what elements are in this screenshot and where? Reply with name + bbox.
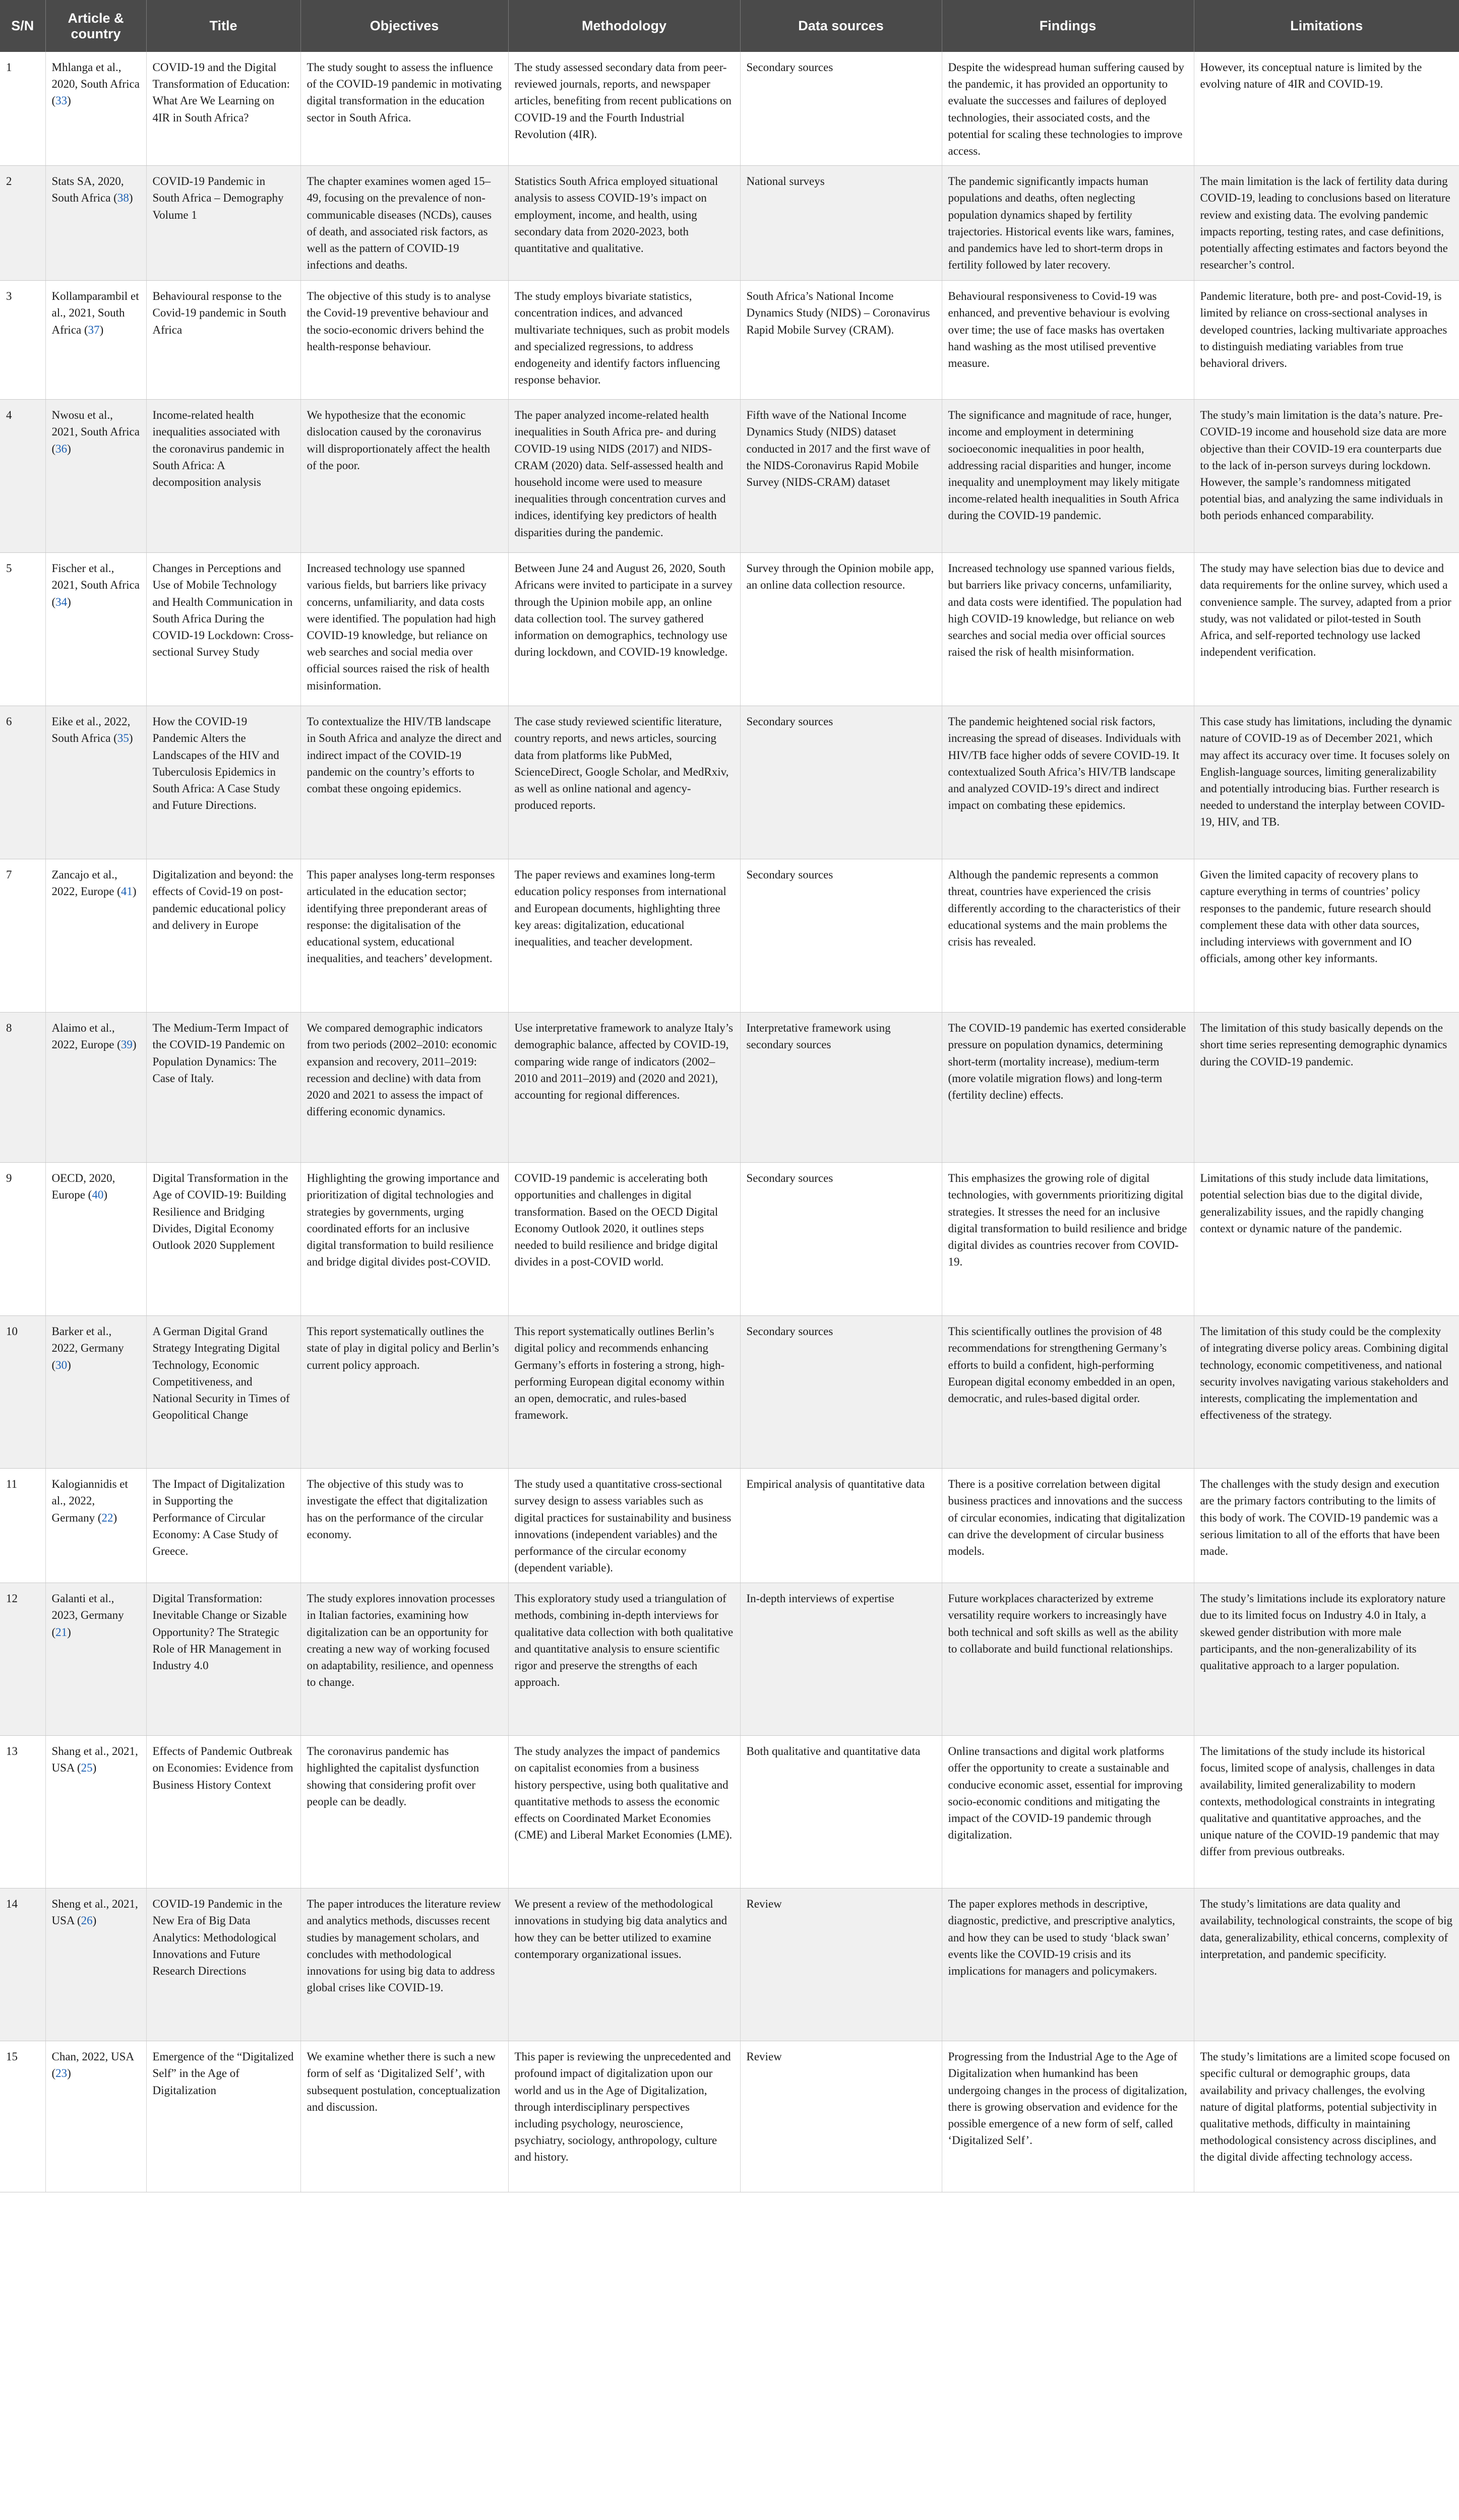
cell-objectives: Increased technology use spanned various fields, but barriers like privacy concerns, unfamiliarity, and data costs were identified. The population had high COVID-19 knowledge, but reliance on web searches and social media over official sources raised the risk of health misinformation. xyxy=(300,553,508,706)
article-author: OECD, 2020, Europe ( xyxy=(51,1172,115,1202)
reference-link[interactable]: 40 xyxy=(92,1188,104,1202)
table-row xyxy=(0,1469,1459,1583)
cell-findings: The pandemic significantly impacts human populations and deaths, often neglecting population dynamics shaped by fertility trajectories. Historical events like wars, famines, and pandemics have led to short-term drops in fertility followed by later recovery. xyxy=(942,166,1194,281)
cell-article-country xyxy=(45,281,146,400)
cell-article-country xyxy=(45,1163,146,1316)
cell-sn: 13 xyxy=(0,1736,45,1888)
reference-link[interactable]: 33 xyxy=(55,94,68,107)
cell-objectives: We compared demographic indicators from two periods (2002–2010: economic expansion and recovery, 2011–2019: recession and decline) with data from 2020 and 2021 to assess the impact of differing economic dynamics. xyxy=(300,1013,508,1163)
cell-title: COVID-19 and the Digital Transformation of Education: What Are We Learning on 4IR in South Africa? xyxy=(146,52,300,166)
cell-title: Emergence of the “Digitalized Self” in the Age of Digitalization xyxy=(146,2041,300,2192)
cell-methodology: Use interpretative framework to analyze Italy’s demographic balance, affected by COVID-19, comparing wide range of indicators (2002–2010 and 2011–2019) and (2020 and 2021), accounting for regional differences. xyxy=(508,1013,740,1163)
cell-title: Income-related health inequalities associated with the coronavirus pandemic in South Africa: A decomposition analysis xyxy=(146,400,300,553)
cell-title: How the COVID-19 Pandemic Alters the Landscapes of the HIV and Tuberculosis Epidemics in South Africa: A Case Study and Future Directions. xyxy=(146,706,300,859)
reference-link[interactable]: 39 xyxy=(120,1038,133,1051)
reference-link[interactable]: 25 xyxy=(81,1761,93,1775)
cell-findings: Progressing from the Industrial Age to the Age of Digitalization when humankind has been undergoing changes in the process of digitalization, there is growing observation and evidence for the possible emergence of a new form of self, called ‘Digitalized Self’. xyxy=(942,2041,1194,2192)
article-author: Shang et al., 2021, USA ( xyxy=(51,1745,138,1775)
cell-limitations: However, its conceptual nature is limited by the evolving nature of 4IR and COVID-19. xyxy=(1194,52,1459,166)
cell-objectives: The objective of this study is to analyse the Covid-19 preventive behaviour and the socio-economic drivers behind the health-response behaviour. xyxy=(300,281,508,400)
cell-findings: Future workplaces characterized by extreme versatility require workers to increasingly have both technical and soft skills as well as the ability to collaborate and build functional relationships. xyxy=(942,1583,1194,1736)
cell-methodology: Statistics South Africa employed situational analysis to assess COVID-19’s impact on employment, income, and health, using secondary data from 2020-2023, both quantitative and qualitative. xyxy=(508,166,740,281)
reference-close-paren: ) xyxy=(103,1188,107,1202)
cell-sn: 15 xyxy=(0,2041,45,2192)
cell-article-country xyxy=(45,859,146,1013)
cell-data-sources: Review xyxy=(740,2041,942,2192)
article-author: Kalogiannidis et al., 2022, Germany ( xyxy=(51,1478,128,1524)
reference-close-paren: ) xyxy=(92,1761,97,1775)
reference-link[interactable]: 26 xyxy=(81,1914,93,1927)
cell-objectives: To contextualize the HIV/TB landscape in South Africa and analyze the direct and indirect impact of the COVID-19 pandemic on the country’s efforts to combat these ongoing epidemics. xyxy=(300,706,508,859)
cell-methodology: This exploratory study used a triangulation of methods, combining in-depth interviews for qualitative data collection with both qualitative and quantitative analysis to ensure scientific rigor and preserve the strengths of each approach. xyxy=(508,1583,740,1736)
cell-objectives: Highlighting the growing importance and prioritization of digital technologies and strategies by governments, urging coordinated efforts for an inclusive digital transformation to build resilience and bridge digital divides post-COVID. xyxy=(300,1163,508,1316)
cell-data-sources: Review xyxy=(740,1888,942,2041)
article-author: Eike et al., 2022, South Africa ( xyxy=(51,715,131,745)
cell-data-sources: Secondary sources xyxy=(740,1163,942,1316)
reference-close-paren: ) xyxy=(67,94,71,107)
cell-article-country xyxy=(45,2041,146,2192)
cell-methodology: Between June 24 and August 26, 2020, South Africans were invited to participate in a survey through the Upinion mobile app, an online data collection tool. The survey gathered information on demographics, technology use during lockdown, and COVID-19 knowledge. xyxy=(508,553,740,706)
cell-objectives: The paper introduces the literature review and analytics methods, discusses recent studies by management scholars, and concludes with methodological innovations for using big data to address global crises like COVID-19. xyxy=(300,1888,508,2041)
cell-data-sources: Fifth wave of the National Income Dynamics Study (NIDS) dataset conducted in 2017 and the first wave of the NIDS-Coronavirus Rapid Mobile Survey (NIDS-CRAM) dataset xyxy=(740,400,942,553)
cell-objectives: The chapter examines women aged 15–49, focusing on the prevalence of non-communicable diseases (NCDs), causes of death, and associated risk factors, as well as the pattern of COVID-19 infections and deaths. xyxy=(300,166,508,281)
cell-limitations: The study may have selection bias due to device and data requirements for the online survey, which used a convenience sample. The survey, adapted from a prior study, was not validated or pilot-tested in South Africa, and self-reported technology use lacked independent verification. xyxy=(1194,553,1459,706)
header-methodology: Methodology xyxy=(508,0,740,52)
cell-sn: 9 xyxy=(0,1163,45,1316)
cell-article-country xyxy=(45,1583,146,1736)
cell-objectives: We examine whether there is such a new form of self as ‘Digitalized Self’, with subsequent postulation, conceptualization and discussion. xyxy=(300,2041,508,2192)
cell-title: COVID-19 Pandemic in South Africa – Demography Volume 1 xyxy=(146,166,300,281)
reference-close-paren: ) xyxy=(113,1511,117,1524)
reference-link[interactable]: 23 xyxy=(55,2067,68,2080)
table-row xyxy=(0,2041,1459,2192)
table-row xyxy=(0,1888,1459,2041)
cell-article-country xyxy=(45,706,146,859)
article-author: Zancajo et al., 2022, Europe ( xyxy=(51,868,121,898)
header-article-country: Article & country xyxy=(45,0,146,52)
table-row xyxy=(0,400,1459,553)
cell-limitations: The limitations of the study include its historical focus, limited scope of analysis, challenges in data availability, limited generalizability to modern contexts, methodological constraints in integrating qualitative and quantitative approaches, and the unique nature of the COVID-19 pandemic that may differ from previous outbreaks. xyxy=(1194,1736,1459,1888)
cell-methodology: The paper analyzed income-related health inequalities in South Africa pre- and during COVID-19 using NIDS (2017) and NIDS-CRAM (2020) data. Self-assessed health and household income were used to measure inequalities through concentration curves and indices, identifying key predictors of health disparities during the pandemic. xyxy=(508,400,740,553)
cell-objectives: The objective of this study was to investigate the effect that digitalization has on the performance of the circular economy. xyxy=(300,1469,508,1583)
cell-limitations: The challenges with the study design and execution are the primary factors contributing to the limits of this body of work. The COVID-19 pandemic was a serious limitation to all of the efforts that have been made. xyxy=(1194,1469,1459,1583)
cell-objectives: We hypothesize that the economic dislocation caused by the coronavirus will disproportionately affect the health of the poor. xyxy=(300,400,508,553)
table-row xyxy=(0,1583,1459,1736)
cell-title: The Impact of Digitalization in Supporting the Performance of Circular Economy: A Case Study of Greece. xyxy=(146,1469,300,1583)
cell-limitations: Limitations of this study include data limitations, potential selection bias due to the digital divide, generalizability issues, and the rapidly changing context or dynamic nature of the pandemic. xyxy=(1194,1163,1459,1316)
cell-limitations: The limitation of this study could be the complexity of integrating diverse policy areas. Combining digital technology, economic competitiveness, and national security involves navigating various stakeholders and interests, complicating the implementation and effectiveness of the strategy. xyxy=(1194,1316,1459,1469)
cell-methodology: The study used a quantitative cross-sectional survey design to assess variables such as digital practices for sustainability and business innovations (independent variables) and the performance of the circular economy (dependent variable). xyxy=(508,1469,740,1583)
cell-findings: This emphasizes the growing role of digital technologies, with governments prioritizing digital strategies. It stresses the need for an inclusive digital transformation to build resilience and bridge digital divides as countries recover from COVID-19. xyxy=(942,1163,1194,1316)
cell-findings: The paper explores methods in descriptive, diagnostic, predictive, and prescriptive analytics, and how they can be used to study ‘black swan’ events like the COVID-19 crisis and its implications for managers and policymakers. xyxy=(942,1888,1194,2041)
cell-title: COVID-19 Pandemic in the New Era of Big Data Analytics: Methodological Innovations and Future Research Directions xyxy=(146,1888,300,2041)
cell-objectives: This paper analyses long-term responses articulated in the education sector; identifying three preponderant areas of response: the digitalisation of the educational system, educational inequalities, and teachers’ development. xyxy=(300,859,508,1013)
cell-sn: 2 xyxy=(0,166,45,281)
cell-limitations: The main limitation is the lack of fertility data during COVID-19, leading to conclusions based on literature review and existing data. The evolving pandemic impacts reporting, testing rates, and case definitions, potentially affecting estimates and factors beyond the researcher’s control. xyxy=(1194,166,1459,281)
reference-close-paren: ) xyxy=(99,323,104,336)
cell-article-country xyxy=(45,166,146,281)
reference-close-paren: ) xyxy=(132,1038,137,1051)
reference-close-paren: ) xyxy=(132,885,137,898)
article-author: Barker et al., 2022, Germany ( xyxy=(51,1325,124,1371)
article-author: Fischer et al., 2021, South Africa ( xyxy=(51,562,140,608)
reference-link[interactable]: 41 xyxy=(120,885,133,898)
table-row xyxy=(0,166,1459,281)
cell-title: Digital Transformation in the Age of COVID-19: Building Resilience and Bridging Divides, Digital Economy Outlook 2020 Supplement xyxy=(146,1163,300,1316)
cell-sn: 5 xyxy=(0,553,45,706)
reference-link[interactable]: 30 xyxy=(55,1358,68,1371)
table-row xyxy=(0,281,1459,400)
cell-article-country xyxy=(45,1736,146,1888)
table-row xyxy=(0,706,1459,859)
reference-close-paren: ) xyxy=(67,1358,71,1371)
cell-methodology: The study assessed secondary data from peer-reviewed journals, reports, and newspaper articles, benefiting from recent publications on COVID-19 and the Fourth Industrial Revolution (4IR). xyxy=(508,52,740,166)
reference-close-paren: ) xyxy=(67,595,71,608)
header-title: Title xyxy=(146,0,300,52)
cell-data-sources: Empirical analysis of quantitative data xyxy=(740,1469,942,1583)
cell-findings: Behavioural responsiveness to Covid-19 was enhanced, and preventive behaviour is evolving over time; the use of face masks has overtaken hand washing as the most utilised preventive measure. xyxy=(942,281,1194,400)
reference-link[interactable]: 22 xyxy=(101,1511,113,1524)
cell-data-sources: Survey through the Opinion mobile app, an online data collection resource. xyxy=(740,553,942,706)
table-row xyxy=(0,553,1459,706)
cell-limitations: Given the limited capacity of recovery plans to capture everything in terms of countries’ policy responses to the pandemic, future research should complement these data with other data sources, including interviews with government and IO officials, among other key informants. xyxy=(1194,859,1459,1013)
cell-findings: Online transactions and digital work platforms offer the opportunity to create a sustainable and conducive economic asset, essential for improving socio-economic conditions and mitigating the impact of the COVID-19 pandemic through digitalization. xyxy=(942,1736,1194,1888)
table-body xyxy=(0,52,1459,2192)
cell-findings: Despite the widespread human suffering caused by the pandemic, it has provided an opportunity to evaluate the successes and failures of deployed technologies, their associated costs, and the potential for scaling these technologies to improve access. xyxy=(942,52,1194,166)
cell-limitations: The study’s limitations include its exploratory nature due to its limited focus on Industry 4.0 in Italy, a skewed gender distribution with more male participants, and the non-generalizability of its qualitative approach to a larger population. xyxy=(1194,1583,1459,1736)
cell-objectives: The coronavirus pandemic has highlighted the capitalist dysfunction showing that considering profit over people can be deadly. xyxy=(300,1736,508,1888)
cell-sn: 8 xyxy=(0,1013,45,1163)
reference-close-paren: ) xyxy=(129,192,133,205)
cell-objectives: This report systematically outlines the state of play in digital policy and Berlin’s current policy approach. xyxy=(300,1316,508,1469)
table-row xyxy=(0,1316,1459,1469)
cell-data-sources: Secondary sources xyxy=(740,859,942,1013)
cell-data-sources: National surveys xyxy=(740,166,942,281)
cell-sn: 14 xyxy=(0,1888,45,2041)
cell-sn: 3 xyxy=(0,281,45,400)
cell-sn: 1 xyxy=(0,52,45,166)
cell-data-sources: Both qualitative and quantitative data xyxy=(740,1736,942,1888)
cell-sn: 10 xyxy=(0,1316,45,1469)
article-author: Sheng et al., 2021, USA ( xyxy=(51,1898,138,1927)
cell-methodology: The case study reviewed scientific literature, country reports, and news articles, sourcing data from platforms like PubMed, ScienceDirect, Google Scholar, and MedRxiv, as well as online national and agency-produced reports. xyxy=(508,706,740,859)
cell-findings: The significance and magnitude of race, hunger, income and employment in determining socioeconomic inequalities in poor health, addressing racial disparities and hunger, income inequality and unemployment may likely mitigate income-related health inequalities in South Africa during the COVID-19 pandemic. xyxy=(942,400,1194,553)
cell-article-country xyxy=(45,1888,146,2041)
cell-data-sources: Secondary sources xyxy=(740,52,942,166)
cell-limitations: The study’s limitations are a limited scope focused on specific cultural or demographic groups, data availability and privacy challenges, the evolving nature of digital platforms, potential subjectivity in qualitative methods, difficulty in maintaining methodological consistency across disciplines, and the digital divide affecting technology access. xyxy=(1194,2041,1459,2192)
table-row xyxy=(0,52,1459,166)
cell-title: The Medium-Term Impact of the COVID-19 Pandemic on Population Dynamics: The Case of Italy. xyxy=(146,1013,300,1163)
reference-close-paren: ) xyxy=(129,732,133,745)
cell-sn: 12 xyxy=(0,1583,45,1736)
table-row xyxy=(0,1163,1459,1316)
header-data-sources: Data sources xyxy=(740,0,942,52)
table-header xyxy=(0,0,1459,52)
cell-methodology: The study analyzes the impact of pandemics on capitalist economies from a business history perspective, using both qualitative and quantitative methods to assess the economic effects on Coordinated Market Economies (CME) and Liberal Market Economies (LME). xyxy=(508,1736,740,1888)
cell-article-country xyxy=(45,553,146,706)
reference-link[interactable]: 37 xyxy=(88,323,100,336)
article-author: Stats SA, 2020, South Africa ( xyxy=(51,175,124,205)
reference-link[interactable]: 34 xyxy=(55,595,68,608)
reference-close-paren: ) xyxy=(92,1914,97,1927)
cell-data-sources: Secondary sources xyxy=(740,1316,942,1469)
cell-data-sources: Interpretative framework using secondary sources xyxy=(740,1013,942,1163)
cell-data-sources: In-depth interviews of expertise xyxy=(740,1583,942,1736)
header-sn: S/N xyxy=(0,0,45,52)
cell-limitations: The limitation of this study basically depends on the short time series representing demographic dynamics during the COVID-19 pandemic. xyxy=(1194,1013,1459,1163)
reference-link[interactable]: 21 xyxy=(55,1625,68,1639)
cell-methodology: We present a review of the methodological innovations in studying big data analytics and how they can be better utilized to examine contemporary organizational issues. xyxy=(508,1888,740,2041)
cell-methodology: This paper is reviewing the unprecedented and profound impact of digitalization upon our world and us in the Age of Digitalization, through interdisciplinary perspectives including psychology, neuroscience, psychiatry, sociology, anthropology, culture and history. xyxy=(508,2041,740,2192)
article-author: Galanti et al., 2023, Germany ( xyxy=(51,1592,124,1639)
cell-article-country xyxy=(45,52,146,166)
reference-close-paren: ) xyxy=(67,1625,71,1639)
cell-findings: The pandemic heightened social risk factors, increasing the spread of diseases. Individuals with HIV/TB face higher odds of severe COVID-19. It contextualized South Africa’s HIV/TB landscape and analyzed COVID-19’s direct and indirect impact on combating these epidemics. xyxy=(942,706,1194,859)
cell-objectives: The study sought to assess the influence of the COVID-19 pandemic in motivating digital transformation in the education sector in South Africa. xyxy=(300,52,508,166)
cell-limitations: Pandemic literature, both pre- and post-Covid-19, is limited by reliance on cross-sectional analyses in developed countries, lacking multivariate approaches to distinguish mediating variables from true behavioral drivers. xyxy=(1194,281,1459,400)
cell-sn: 4 xyxy=(0,400,45,553)
article-author: Mhlanga et al., 2020, South Africa ( xyxy=(51,61,140,107)
cell-title: Digitalization and beyond: the effects of Covid-19 on post-pandemic educational policy and delivery in Europe xyxy=(146,859,300,1013)
header-row xyxy=(0,0,1459,52)
cell-title: Effects of Pandemic Outbreak on Economies: Evidence from Business History Context xyxy=(146,1736,300,1888)
table-row xyxy=(0,859,1459,1013)
cell-findings: Increased technology use spanned various fields, but barriers like privacy concerns, unfamiliarity, and data costs were identified. The population had high COVID-19 knowledge, but reliance on web searches and social media over official sources raised the risk of health misinformation. xyxy=(942,553,1194,706)
cell-sn: 11 xyxy=(0,1469,45,1583)
cell-title: Behavioural response to the Covid-19 pandemic in South Africa xyxy=(146,281,300,400)
table-row xyxy=(0,1013,1459,1163)
cell-title: A German Digital Grand Strategy Integrating Digital Technology, Economic Competitiveness, and National Security in Times of Geopolitical Change xyxy=(146,1316,300,1469)
cell-data-sources: South Africa’s National Income Dynamics Study (NIDS) – Coronavirus Rapid Mobile Survey (CRAM). xyxy=(740,281,942,400)
cell-findings: There is a positive correlation between digital business practices and innovations and the success of circular economies, indicating that digitalization can drive the development of circular business models. xyxy=(942,1469,1194,1583)
cell-findings: Although the pandemic represents a common threat, countries have experienced the crisis differently according to the characteristics of their educational systems and the main problems the crisis has revealed. xyxy=(942,859,1194,1013)
reference-link[interactable]: 35 xyxy=(117,732,129,745)
cell-methodology: COVID-19 pandemic is accelerating both opportunities and challenges in digital transformation. Based on the OECD Digital Economy Outlook 2020, it outlines steps needed to build resilience and bridge digital divides in a post-COVID world. xyxy=(508,1163,740,1316)
cell-findings: This scientifically outlines the provision of 48 recommendations for strengthening Germany’s efforts to build a confident, high-performing European digital economy embedded in an open, democratic, and rules-based digital order. xyxy=(942,1316,1194,1469)
cell-methodology: This report systematically outlines Berlin’s digital policy and recommends enhancing Germany’s efforts in fostering a strong, high-performing European digital economy within an open, democratic, and rules-based framework. xyxy=(508,1316,740,1469)
cell-article-country xyxy=(45,400,146,553)
cell-limitations: The study’s main limitation is the data’s nature. Pre-COVID-19 income and household size data are more objective than their COVID-19 era counterparts due to the lack of in-person surveys during lockdown. However, the sample’s randomness mitigated potential bias, and analyzing the same individuals in both periods enhanced comparability. xyxy=(1194,400,1459,553)
cell-title: Changes in Perceptions and Use of Mobile Technology and Health Communication in South Africa During the COVID-19 Lockdown: Cross-sectional Survey Study xyxy=(146,553,300,706)
cell-methodology: The paper reviews and examines long-term education policy responses from international and European documents, highlighting three key areas: digitalization, educational inequalities, and teacher development. xyxy=(508,859,740,1013)
header-findings: Findings xyxy=(942,0,1194,52)
article-author: Alaimo et al., 2022, Europe ( xyxy=(51,1022,121,1051)
article-author: Chan, 2022, USA ( xyxy=(51,2050,134,2080)
cell-sn: 6 xyxy=(0,706,45,859)
cell-methodology: The study employs bivariate statistics, concentration indices, and advanced multivariate techniques, such as probit models and specialized regressions, to address endogeneity and identify factors influencing response behavior. xyxy=(508,281,740,400)
cell-article-country xyxy=(45,1316,146,1469)
cell-sn: 7 xyxy=(0,859,45,1013)
cell-limitations: This case study has limitations, including the dynamic nature of COVID-19 as of December 2021, which may affect its accuracy over time. It focuses solely on English-language sources, limiting generalizability and potentially introducing bias. Further research is needed to understand the interplay between COVID-19, HIV, and TB. xyxy=(1194,706,1459,859)
cell-limitations: The study’s limitations are data quality and availability, technological constraints, the scope of big data, generalizability, ethical concerns, complexity of interpretation, and pandemic specificity. xyxy=(1194,1888,1459,2041)
header-objectives: Objectives xyxy=(300,0,508,52)
reference-link[interactable]: 36 xyxy=(55,442,68,455)
cell-data-sources: Secondary sources xyxy=(740,706,942,859)
cell-article-country xyxy=(45,1469,146,1583)
reference-link[interactable]: 38 xyxy=(117,192,129,205)
article-author: Nwosu et al., 2021, South Africa ( xyxy=(51,409,140,455)
cell-objectives: The study explores innovation processes in Italian factories, examining how digitalization can be an opportunity for creating a new way of working focused on adaptability, resilience, and openness to change. xyxy=(300,1583,508,1736)
reference-close-paren: ) xyxy=(67,442,71,455)
table-row xyxy=(0,1736,1459,1888)
cell-article-country xyxy=(45,1013,146,1163)
article-author: Kollamparambil et al., 2021, South Africa ( xyxy=(51,290,139,336)
cell-findings: The COVID-19 pandemic has exerted considerable pressure on population dynamics, determining short-term (mortality increase), medium-term (more volatile migration flows) and long-term (fertility decline) effects. xyxy=(942,1013,1194,1163)
cell-title: Digital Transformation: Inevitable Change or Sizable Opportunity? The Strategic Role of HR Management in Industry 4.0 xyxy=(146,1583,300,1736)
reference-close-paren: ) xyxy=(67,2067,71,2080)
header-limitations: Limitations xyxy=(1194,0,1459,52)
